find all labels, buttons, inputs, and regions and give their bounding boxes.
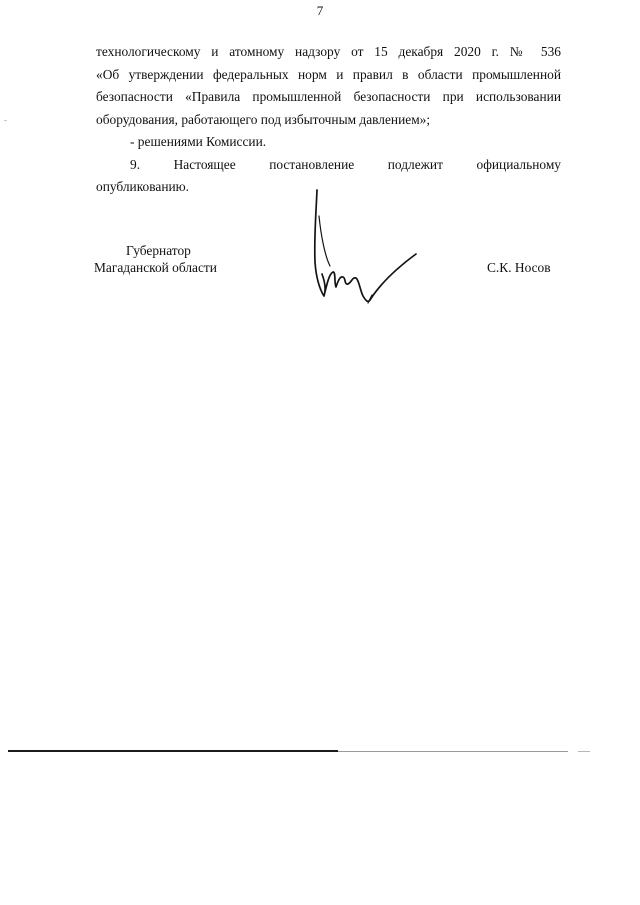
document-body — [96, 41, 561, 199]
handwritten-signature — [300, 186, 430, 310]
signatory-region: Магаданской области — [94, 260, 217, 275]
body-line-5: - решениями Комиссии. — [130, 134, 267, 149]
bottom-rule-tail — [578, 751, 590, 752]
body-line-7: опубликованию. — [96, 179, 190, 194]
body-line-1: технологическому и атомному надзору от 15 декабря 2020 г. № 536 — [96, 44, 561, 59]
signatory-title: Губернатор — [126, 243, 191, 258]
signatory-name: С.К. Носов — [487, 260, 551, 275]
body-line-6: 9. Настоящее постановление подлежит официальному — [130, 156, 561, 172]
page-number: 7 — [316, 3, 324, 18]
scan-margin-mark — [4, 120, 7, 121]
bottom-rule — [8, 750, 338, 752]
body-line-2: «Об утверждении федеральных норм и правил в области промышленной — [96, 66, 561, 82]
bottom-rule-faint — [338, 751, 568, 752]
signatory-position — [94, 242, 217, 276]
body-line-4: оборудования, работающего под избыточным давлением»; — [96, 111, 431, 127]
body-line-3: безопасности «Правила промышленной безопасности при использовании — [96, 89, 561, 104]
